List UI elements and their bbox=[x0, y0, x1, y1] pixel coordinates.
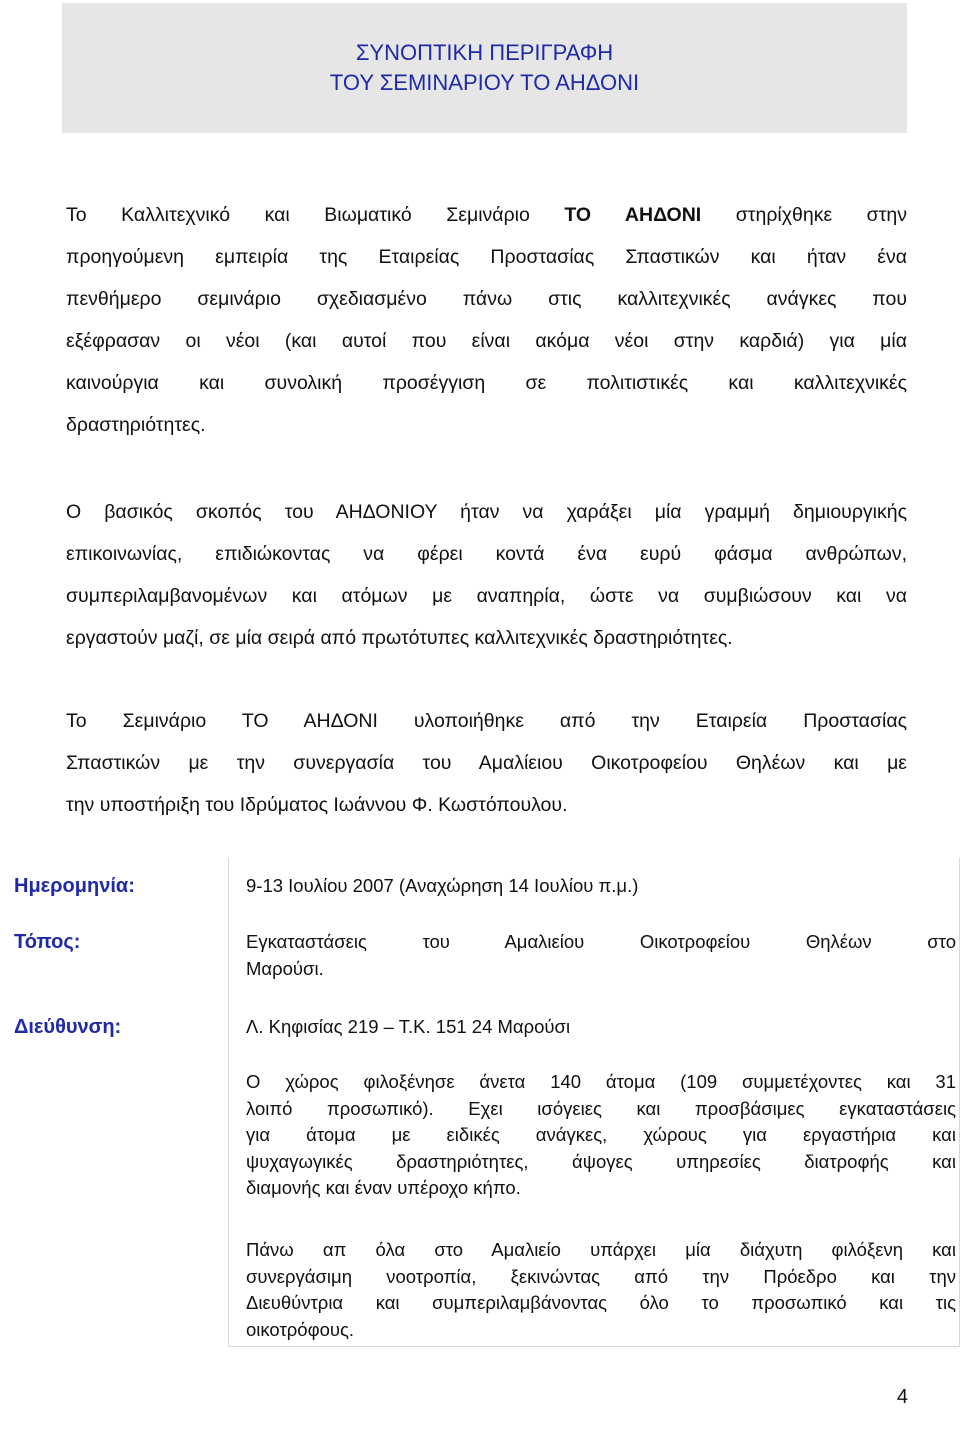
address-text: Λ. Κηφισίας 219 – Τ.Κ. 151 24 Μαρούσι bbox=[246, 1016, 571, 1037]
spirit-line: συνεργάσιμη νοοτροπία, ξεκινώντας από την Πρόεδρο και την bbox=[246, 1265, 956, 1287]
date-value bbox=[246, 873, 956, 900]
intro-line bbox=[66, 194, 907, 236]
date-label: Ημερομηνία: bbox=[14, 875, 135, 897]
intro-line: εξέφρασαν οι νέοι (και αυτοί που είναι ακόμα νέοι στην καρδιά) για μία bbox=[66, 330, 907, 352]
address-label: Διεύθυνση: bbox=[14, 1016, 122, 1038]
implementation-line: την υποστήριξη του Ιδρύματος Ιωάννου Φ. Κωστόπουλου. bbox=[66, 794, 568, 816]
purpose-line: συμπεριλαμβανομένων και ατόμων με αναπηρία, ώστε να συμβιώσουν και να bbox=[66, 585, 907, 607]
intro-line: πενθήμερο σεμινάριο σχεδιασμένο πάνω στις καλλιτεχνικές ανάγκες που bbox=[66, 288, 907, 310]
document-title-line-1: ΣΥΝΟΠΤΙΚΗ ΠΕΡΙΓΡΑΦΗ bbox=[355, 40, 614, 65]
document-title-line-2: ΤΟΥ ΣΕΜΙΝΑΡΙΟΥ ΤΟ ΑΗΔΟΝΙ bbox=[329, 70, 640, 95]
spirit-line: οικοτρόφους. bbox=[246, 1318, 355, 1340]
venue-line: διαμονής και έναν υπέροχο κήπο. bbox=[246, 1177, 521, 1198]
purpose-line: Ο βασικός σκοπός του ΑΗΔΟΝΙΟΥ ήταν να χαράξει μία γραμμή δημιουργικής bbox=[66, 501, 907, 523]
intro-line: καινούργια και συνολική προσέγγιση σε πολιτιστικές και καλλιτεχνικές bbox=[66, 372, 907, 394]
intro-text: Το Καλλιτεχνικό και Βιωματικό Σεμινάριο bbox=[66, 204, 565, 226]
implementation-line: Σπαστικών με την συνεργασία του Αμαλίειου Οικοτροφείου Θηλέων και με bbox=[66, 752, 907, 774]
address-value bbox=[246, 1014, 956, 1041]
title-box bbox=[62, 3, 907, 133]
venue-line: Ο χώρος φιλοξένησε άνετα 140 άτομα (109 συμμετέχοντες και 31 bbox=[246, 1071, 956, 1092]
date-text: 9-13 Ιουλίου 2007 (Αναχώρηση 14 Ιουλίου π.μ.) bbox=[246, 875, 639, 896]
venue-description bbox=[246, 1069, 956, 1202]
venue-line: λοιπό προσωπικό). Εχει ισόγειες και προσβάσιμες εγκαταστάσεις bbox=[246, 1097, 956, 1119]
purpose-line: επικοινωνίας, επιδιώκοντας να φέρει κοντά ένα ευρύ φάσμα ανθρώπων, bbox=[66, 543, 907, 565]
spirit-description bbox=[246, 1237, 956, 1343]
implementation-line: Το Σεμινάριο ΤΟ ΑΗΔΟΝΙ υλοποιήθηκε από την Εταιρεία Προστασίας bbox=[66, 710, 907, 732]
purpose-line: εργαστούν μαζί, σε μία σειρά από πρωτότυπες καλλιτεχνικές δραστηριότητες. bbox=[66, 627, 733, 649]
place-label: Τόπος: bbox=[14, 931, 81, 953]
spirit-line: Διευθύντρια και συμπεριλαμβάνοντας όλο το προσωπικό και τις bbox=[246, 1292, 956, 1313]
intro-line: δραστηριότητες. bbox=[66, 414, 206, 436]
page-number: 4 bbox=[896, 1386, 908, 1408]
spirit-line: Πάνω απ όλα στο Αμαλιείο υπάρχει μία διάχυτη φιλόξενη και bbox=[246, 1239, 956, 1260]
place-text: Μαρούσι. bbox=[246, 957, 324, 979]
implementation-paragraph bbox=[66, 700, 907, 826]
purpose-paragraph bbox=[66, 491, 907, 659]
place-value bbox=[246, 929, 956, 982]
intro-paragraph bbox=[66, 194, 907, 446]
intro-line: προηγούμενη εμπειρία της Εταιρείας Προστασίας Σπαστικών και ήταν ένα bbox=[66, 246, 907, 268]
venue-line: για άτομα με ειδικές ανάγκες, χώρους για εργαστήρια και bbox=[246, 1124, 956, 1145]
venue-line: ψυχαγωγικές δραστηριότητες, άψογες υπηρεσίες διατροφής και bbox=[246, 1150, 956, 1172]
place-text: Εγκαταστάσεις του Αμαλιείου Οικοτροφείου Θηλέων στο bbox=[246, 931, 956, 952]
seminar-name: ΤΟ ΑΗΔΟΝΙ bbox=[564, 204, 702, 226]
intro-text: στηρίχθηκε στην bbox=[701, 204, 907, 226]
